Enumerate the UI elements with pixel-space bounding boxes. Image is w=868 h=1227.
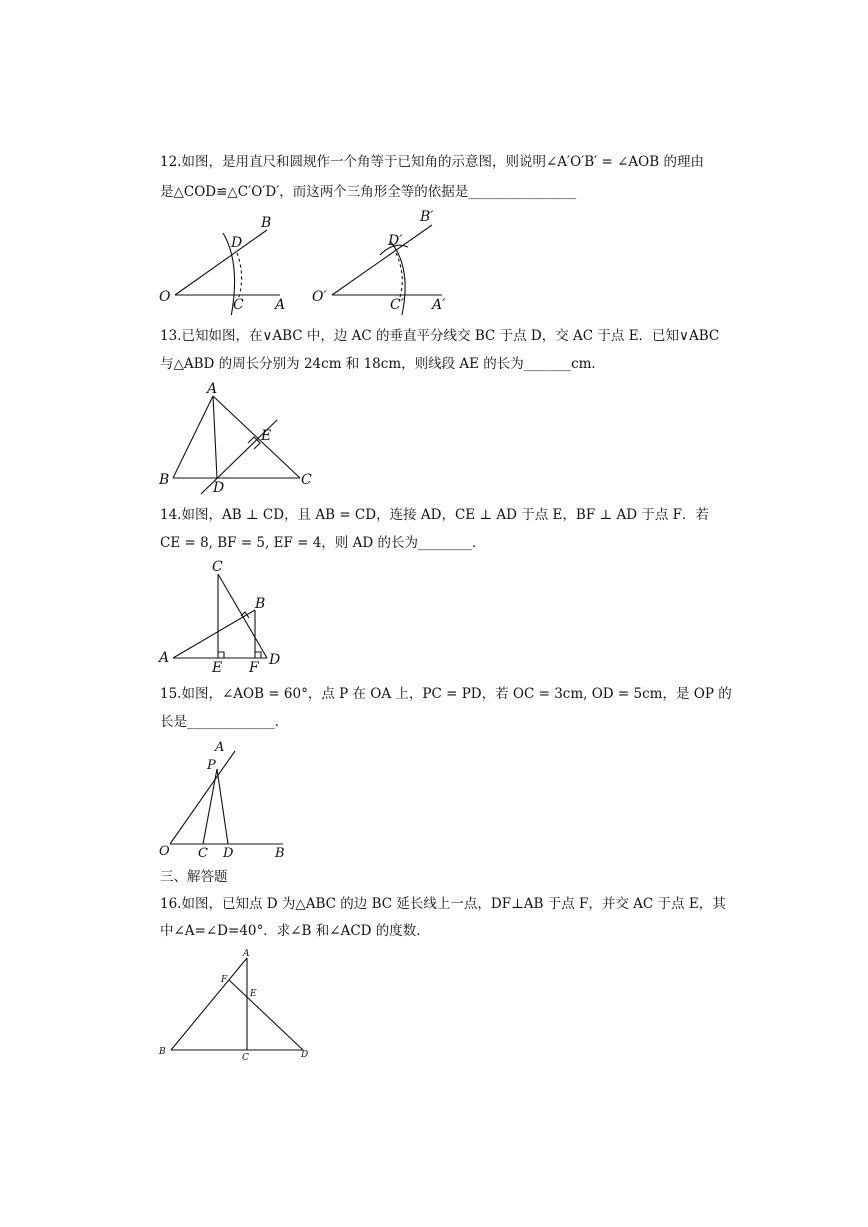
q14-label-c: C [212,559,223,575]
q15-label-a: A [215,740,225,755]
q12-f1-label-a: A [275,297,286,313]
q15-label-b: B [275,846,285,861]
q12-figure-1 [155,205,295,315]
q12-f2-label-d: D′ [388,233,403,249]
q15-ray-oa [170,751,235,844]
q15-label-o: O [159,844,170,859]
q13-segment-ad [213,396,217,478]
q13-unit: cm． [571,356,605,372]
q14-label-b: B [255,596,266,612]
q14-text-line2 [160,534,485,552]
q13-label-c: C [301,472,312,488]
q15-text-line2 [160,713,288,731]
q12-answer-blank: ________________ [468,184,577,200]
q14-label-d: D [269,652,281,668]
q15-label-c: C [198,846,208,861]
q12-f1-label-c: C [233,297,244,313]
q14-label-f: F [249,660,259,676]
q15-line2-text: 长是 [160,714,187,730]
q16-figure [155,948,325,1068]
q14-text-line1: 14.如图，AB ⊥ CD，且 AB = CD，连接 AD，CE ⊥ AD 于点 E，BF ⊥ AD 于点 F．若 [160,507,710,523]
q12-f2-label-a: A′ [432,297,446,313]
q13-side-ac [213,396,300,478]
q12-f1-label-d: D [231,235,243,251]
q13-figure [155,380,325,498]
q12-figure-2 [310,203,460,315]
q15-end: ． [274,714,289,730]
q16-segment-df [229,980,303,1050]
q13-line2-text: 与△ABD 的周长分别为 24cm 和 18cm，则线段 AE 的长为 [160,356,524,372]
q15-label-p: P [207,758,216,773]
q15-segment-pc [203,769,217,844]
q12-f1-ray-ob [175,230,267,295]
q14-line2-text: CE = 8, BF = 5, EF = 4，则 AD 的长为 [160,535,418,551]
q12-f2-ray-ob [332,225,432,295]
q12-line2-text: 是△COD≌△C′O′D′，而这两个三角形全等的依据是 [160,184,469,200]
q13-text-line1: 13.已知如图，在∨ABC 中，边 AC 的垂直平分线交 BC 于点 D，交 AC 于点 E．已知∨ABC [160,328,720,344]
q12-f2-dashed-arc [396,253,402,297]
q14-label-e: E [212,660,223,676]
q14-segment-cd [218,574,267,658]
q14-answer-blank: ________ [417,535,472,551]
q12-f1-label-o: O [159,289,171,305]
q13-side-ab [173,396,213,478]
q16-label-f: F [221,975,228,985]
q16-text-line2: 中∠A=∠D=40°．求∠B 和∠ACD 的度数． [160,923,430,939]
q16-label-c: C [242,1053,249,1063]
q15-segment-pd [217,769,228,844]
q12-f1-label-b: B [261,215,272,231]
q15-label-d: D [223,846,234,861]
q14-label-a: A [159,650,170,666]
q15-answer-blank: _____________ [187,714,275,730]
q12-f2-label-c: C′ [390,297,404,313]
q14-end: ． [471,535,486,551]
q13-answer-blank: _______ [523,356,572,372]
q16-label-b: B [159,1047,166,1057]
q12-text-line2 [160,183,576,201]
q16-label-a: A [243,949,250,959]
section-heading: 三、解答题 [160,869,228,885]
q14-right-angle-f [255,652,261,658]
q12-f2-label-o: O′ [312,289,327,305]
q12-f1-dashed-arc [237,253,242,297]
q13-text-line2 [160,355,605,373]
q16-label-e: E [250,989,257,999]
q13-label-d: D [213,480,225,496]
q13-label-a: A [207,381,218,397]
q16-text-line1: 16.如图，已知点 D 为△ABC 的边 BC 延长线上一点，DF⊥AB 于点 F，并交 AC 于点 E，其 [160,896,726,912]
q14-segment-ab [173,610,255,658]
q14-figure [155,558,295,676]
q16-side-ab [171,958,247,1050]
q13-label-e: E [261,428,272,444]
q16-label-d: D [301,1050,309,1060]
q12-text-line1: 12.如图，是用直尺和圆规作一个角等于已知角的示意图，则说明∠A′O′B′ = ∠AOB 的理由 [160,154,704,170]
q13-label-b: B [159,472,170,488]
q15-text-line1: 15.如图，∠AOB = 60°，点 P 在 OA 上，PC = PD，若 OC = 3cm, OD = 5cm，是 OP 的 [160,686,732,702]
q14-right-angle-e [218,652,224,658]
q15-figure [155,737,300,862]
q12-f2-label-b: B′ [420,209,434,225]
